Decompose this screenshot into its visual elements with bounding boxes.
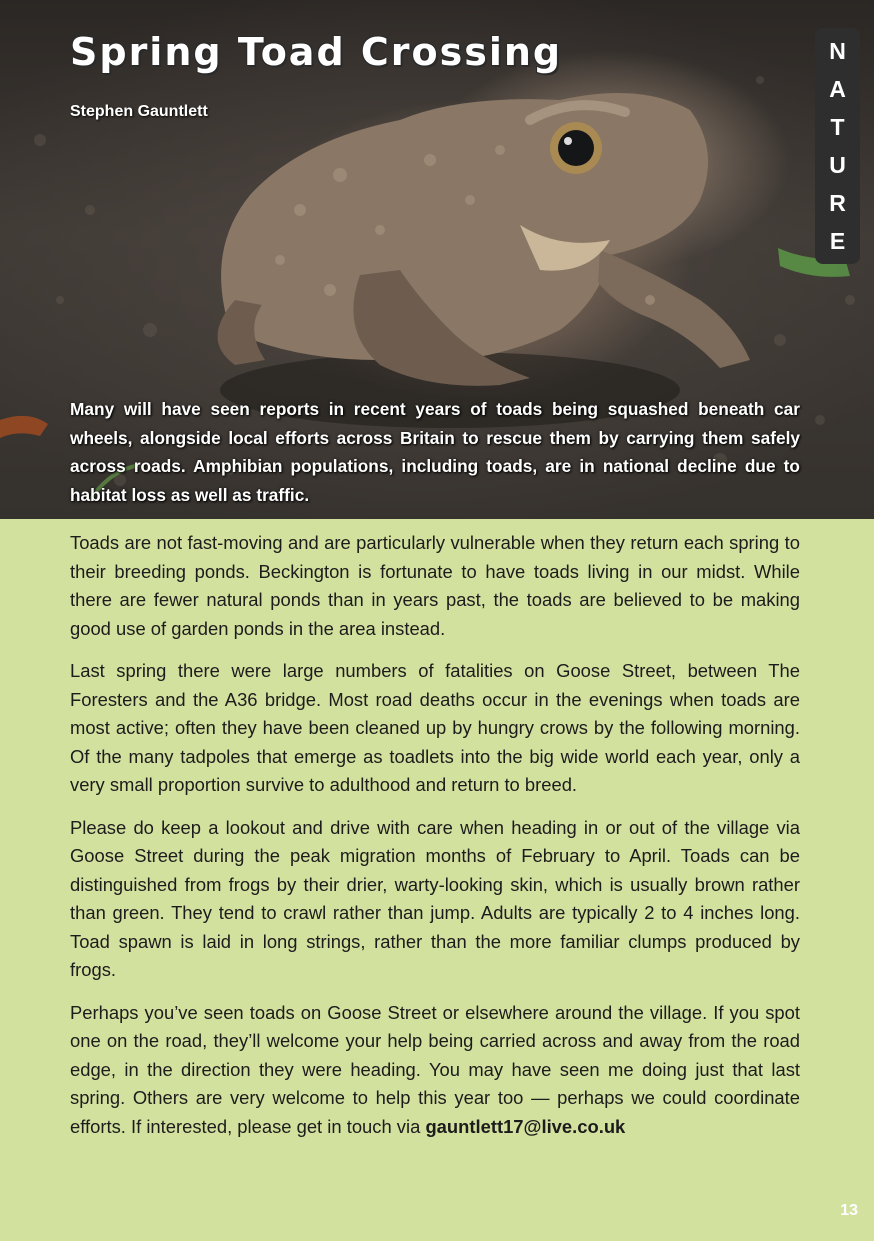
hero-photo: [0, 0, 874, 519]
section-letter: U: [829, 151, 846, 178]
contact-email: gauntlett17@live.co.uk: [425, 1115, 626, 1137]
body-paragraph: Toads are not fast-moving and are particularly vulnerable when they return each spring to their breeding ponds. Beckington is fortunate to have toads living in our midst. While there are fewer natural ponds than in years past, the toads are believed to be making good use of garden ponds in the area instead.: [70, 532, 800, 639]
article-body: [70, 529, 800, 1155]
closing-text: Perhaps you’ve seen toads on Goose Street or elsewhere around the village. If you spot one on the road, they’ll welcome your help being carried across and away from the road edge, in the direction they were heading. You may have seen me doing just that last spring. Others are very welcome to help this year too — perhaps we could coordinate efforts. If interested, please get in touch via: [70, 1001, 800, 1137]
author-byline: Stephen Gauntlett: [70, 103, 208, 120]
body-paragraph: Last spring there were large numbers of fatalities on Goose Street, between The Foresters and the A36 bridge. Most road deaths occur in the evenings when toads are most active; often they have been cleaned up by hungry crows by the following morning. Of the many tadpoles that emerge as toadlets into the big wide world each year, only a very small proportion survive to adulthood and return to breed.: [70, 660, 800, 795]
page-number: 13: [840, 1202, 858, 1219]
section-letter: E: [829, 227, 846, 254]
section-tab-nature: [815, 28, 860, 264]
section-letter: R: [829, 189, 846, 216]
body-paragraph: Please do keep a lookout and drive with care when heading in or out of the village via Goose Street during the peak migration months of February to April. Toads can be distinguished from frogs by their drier, warty-looking skin, which is usually brown rather than green. They tend to crawl rather than jump. Adults are typically 2 to 4 inches long. Toad spawn is laid in long strings, rather than the more familiar clumps produced by frogs.: [70, 816, 800, 980]
section-letter: A: [829, 75, 846, 102]
section-letter: N: [829, 37, 846, 64]
article-title: Spring Toad Crossing: [70, 30, 563, 74]
section-letter: T: [830, 113, 845, 140]
intro-paragraph: Many will have seen reports in recent years of toads being squashed beneath car wheels, alongside local efforts across Britain to rescue them by carrying them safely across roads. Amphibian populations, including toads, are in national decline due to habitat loss as well as traffic.: [70, 399, 800, 505]
closing-paragraph: [70, 999, 800, 1142]
